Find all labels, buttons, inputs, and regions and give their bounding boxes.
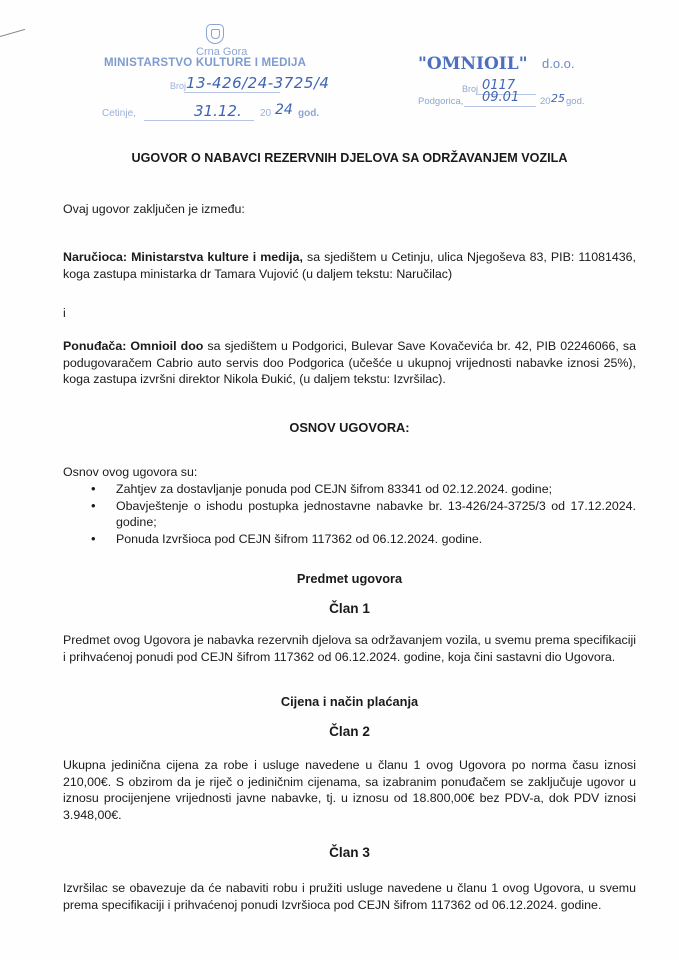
stamp-broj-line [184, 92, 280, 93]
basis-list-item: • Ponuda Izvršioca pod CEJN šifrom 117362 od 06.12.2024. godine. [91, 531, 636, 548]
company-god-label: god. [566, 96, 585, 107]
article-3-text: Izvršilac se obavezuje da će nabaviti robu i pružiti usluge navedene u članu 1 ovog Ugovora, u svemu prema specifikaciji i prihvaćenoj ponudi Izvršioca pod CEJN šifrom 117362 od 06.12.2024. godine. [63, 881, 636, 912]
stamp-date-value: 31.12. [194, 102, 242, 120]
stamp-ministry-name: MINISTARSTVO KULTURE I MEDIJA [104, 57, 307, 69]
stamp-year-prefix: 20 [260, 108, 272, 119]
party-client-details: sa sjedištem u Cetinju, ulica Njegoševa 83, PIB: 11081436, koga zastupa ministarka dr Tamara Vujović (u daljem tekstu: Naručilac) [63, 250, 636, 281]
section-price-heading: Cijena i način plaćanja [280, 694, 419, 709]
coat-of-arms-icon [206, 24, 224, 44]
article-3-heading: Član 3 [329, 845, 370, 860]
company-broj-value: 0117 [482, 78, 516, 93]
party-contractor [63, 338, 636, 388]
conjunction: i [63, 306, 66, 320]
company-place-label: Podgorica, [418, 96, 464, 107]
article-1-heading: Član 1 [329, 601, 370, 616]
company-year-prefix: 20 [540, 96, 551, 107]
stamp-place-label: Cetinje, [102, 108, 136, 119]
basis-list-item: • Zahtjev za dostavljanje ponuda pod CEJN šifrom 83341 od 02.12.2024. godine; [91, 481, 636, 498]
party-contractor-label: Ponuđača: Omnioil doo [63, 339, 204, 353]
company-date-line [464, 106, 536, 107]
scan-artifact [0, 29, 25, 37]
document-title: UGOVOR O NABAVCI REZERVNIH DJELOVA SA ODRŽAVANJEM VOZILA [131, 151, 568, 165]
company-date-value: 09.01 [482, 90, 520, 105]
basis-intro: Osnov ovog ugovora su: [63, 465, 198, 479]
section-subject-heading: Predmet ugovora [296, 571, 403, 586]
company-year-value: 25 [551, 92, 565, 105]
stamp-god-label: god. [298, 108, 320, 119]
article-2-text: Ukupna jedinična cijena za robe i usluge navedene u članu 1 ovog Ugovora po norma času iznosi 210,00€. S obzirom da je riječ o jediničnim cijenama, sa izabranim ponuđačem se zaključuje ugovor u iznosu procijenjene vrijednosti javne nabavke, tj. u iznosu od 18.800,00€ bez PDV-a, dok PDV iznosi 3.948,00€. [63, 758, 636, 822]
basis-heading: OSNOV UGOVORA: [289, 420, 410, 435]
intro-text: Ovaj ugovor zaključen je između: [63, 202, 245, 216]
company-name: "OMNIOIL" [418, 54, 528, 74]
stamp-broj-value: 13-426/24-3725/4 [186, 74, 330, 92]
company-broj-label: Broj [462, 84, 479, 94]
company-suffix: d.o.o. [542, 56, 575, 71]
article-2-heading: Član 2 [329, 724, 370, 739]
article-1-text: Predmet ovog Ugovora je nabavka rezervnih djelova sa održavanjem vozila, u svemu prema specifikaciji i prihvaćenoj ponudi pod CEJN šifrom 117362 od 06.12.2024. godine, koja čini sastavni dio Ugovora. [63, 633, 636, 664]
party-client-label: Naručioca: Ministarstva kulture i medija, [63, 250, 303, 264]
stamp-broj-label: Broj [170, 81, 187, 91]
basis-list [91, 481, 636, 547]
party-client [63, 249, 636, 282]
party-contractor-details: sa sjedištem u Podgorici, Bulevar Save Kovačevića br. 42, PIB 02246066, sa podugovaračem Cabrio auto servis doo Podgorica (učešće u ukupnoj vrijednosti nabavke iznosi 25%), koga zastupa izvršni direktor Nikola Đukić, (u daljem tekstu: Izvršilac). [63, 339, 636, 386]
basis-list-item: • Obavještenje o ishodu postupka jednostavne nabavke br. 13-426/24-3725/3 od 17.12.2024. godine; [91, 498, 636, 531]
stamp-date-line [144, 120, 254, 121]
stamp-year-value: 24 [275, 102, 293, 118]
stamp-country: Crna Gora [196, 46, 248, 58]
